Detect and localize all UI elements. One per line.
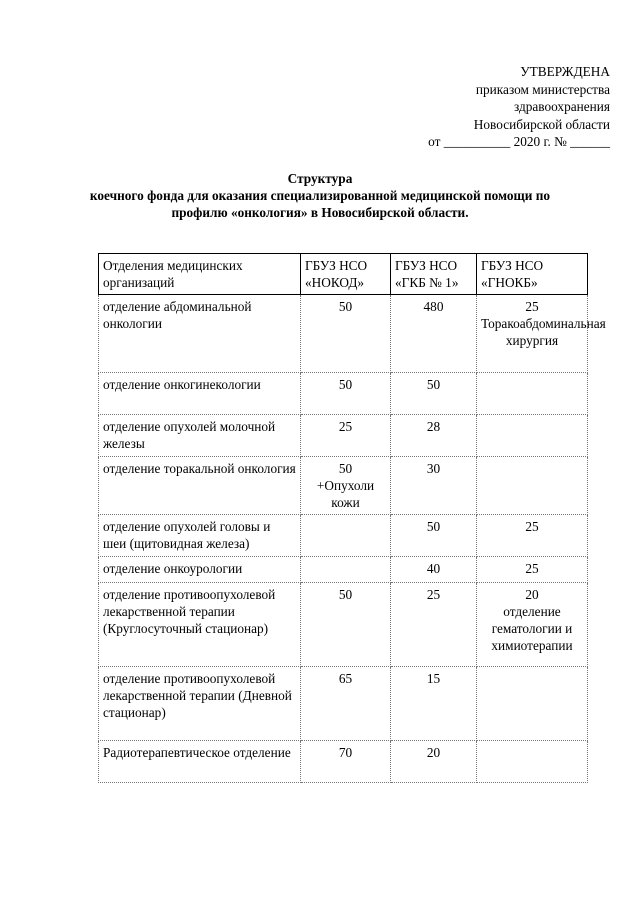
- approval-date-line: от __________ 2020 г. № ______: [428, 134, 610, 149]
- cell-gkb1-value: 50: [426, 519, 441, 534]
- table-row: [99, 515, 588, 557]
- table-row: [99, 295, 588, 373]
- cell-gkb1-value: 28: [426, 419, 441, 434]
- cell-gnokb-value: 25: [525, 561, 539, 576]
- cell-gkb1-value: 50: [426, 377, 441, 392]
- cell-gnokb-value: 25: [525, 519, 539, 534]
- cell-gkb1-value: 480: [423, 299, 444, 314]
- cell-department: [99, 415, 301, 457]
- cell-nokod-value: 50: [338, 587, 353, 602]
- title-line: коечного фонда для оказания специализированной медицинской помощи по: [89, 188, 551, 203]
- cell-nokod: [301, 295, 391, 373]
- cell-department: [99, 557, 301, 583]
- cell-nokod-value: 50: [338, 377, 353, 392]
- cell-department: [99, 457, 301, 515]
- cell-department-value: отделение онкоурологии: [103, 561, 243, 576]
- document-title: [60, 170, 580, 221]
- cell-department-value: отделение абдоминальной онкологии: [103, 299, 252, 331]
- cell-gnokb-note: Торакоабдоминальная хирургия: [481, 316, 606, 348]
- cell-gkb1: [391, 583, 477, 667]
- approval-block: [310, 63, 610, 151]
- cell-gkb1: [391, 667, 477, 741]
- cell-gnokb: [477, 457, 588, 515]
- title-line: Структура: [287, 171, 353, 186]
- cell-gkb1: [391, 415, 477, 457]
- cell-gnokb: [477, 515, 588, 557]
- header-gkb1: ГБУЗ НСО «ГКБ № 1»: [391, 254, 477, 295]
- cell-gnokb-note: отделение гематологии и химиотерапии: [491, 604, 573, 653]
- table-row: [99, 457, 588, 515]
- cell-department-value: отделение торакальной онкология: [103, 461, 296, 476]
- table-row: [99, 667, 588, 741]
- table-row: [99, 415, 588, 457]
- cell-department: [99, 667, 301, 741]
- cell-department: [99, 741, 301, 783]
- cell-gkb1: [391, 741, 477, 783]
- header-nokod: ГБУЗ НСО «НОКОД»: [301, 254, 391, 295]
- approval-line: приказом министерства: [475, 81, 610, 97]
- cell-nokod: [301, 415, 391, 457]
- cell-gnokb: [477, 741, 588, 783]
- cell-department-value: отделение опухолей головы и шеи (щитовидная железа): [103, 519, 271, 551]
- table-row: [99, 373, 588, 415]
- approval-heading: УТВЕРЖДЕНА: [520, 64, 610, 79]
- cell-gnokb-value: 25: [525, 299, 539, 314]
- table-row: [99, 741, 588, 783]
- cell-gkb1-value: 40: [426, 561, 441, 576]
- table-row: [99, 557, 588, 583]
- cell-nokod: [301, 515, 391, 557]
- cell-nokod: [301, 373, 391, 415]
- cell-gkb1-value: 30: [426, 461, 441, 476]
- cell-gkb1-value: 15: [426, 671, 441, 686]
- cell-gnokb: [477, 557, 588, 583]
- cell-nokod-value: 50: [338, 299, 353, 314]
- cell-gkb1-value: 20: [426, 745, 441, 760]
- cell-nokod-value: 70: [338, 745, 353, 760]
- cell-nokod: [301, 557, 391, 583]
- approval-line: Новосибирской области: [473, 116, 610, 132]
- cell-nokod-value: 65: [338, 671, 353, 686]
- table-row: [99, 583, 588, 667]
- cell-nokod: [301, 583, 391, 667]
- cell-gkb1: [391, 457, 477, 515]
- cell-department-value: Радиотерапевтическое отделение: [103, 745, 291, 760]
- cell-department: [99, 373, 301, 415]
- bed-structure-table: [98, 253, 606, 783]
- cell-nokod-value: 50: [338, 461, 353, 476]
- cell-gnokb-value: 20: [525, 587, 539, 602]
- table-body: [99, 295, 606, 783]
- cell-department-value: отделение онкогинекологии: [103, 377, 261, 392]
- cell-nokod: [301, 457, 391, 515]
- title-line: профилю «онкология» в Новосибирской области.: [171, 205, 469, 220]
- header-gnokb: ГБУЗ НСО «ГНОКБ»: [477, 254, 588, 295]
- cell-gnokb: [477, 667, 588, 741]
- cell-gkb1-value: 25: [426, 587, 441, 602]
- cell-department-value: отделение опухолей молочной железы: [103, 419, 276, 451]
- cell-gkb1: [391, 515, 477, 557]
- cell-gnokb: [477, 583, 588, 667]
- cell-gkb1: [391, 295, 477, 373]
- cell-nokod-note: +Опухоли кожи: [316, 478, 375, 510]
- cell-nokod: [301, 741, 391, 783]
- cell-gnokb: [477, 373, 588, 415]
- cell-department-value: отделение противоопухолевой лекарственной терапии (Круглосуточный стационар): [103, 587, 276, 636]
- table-header-row: [99, 254, 588, 295]
- cell-nokod: [301, 667, 391, 741]
- cell-gkb1: [391, 557, 477, 583]
- cell-gnokb: [477, 295, 606, 373]
- cell-department: [99, 295, 301, 373]
- cell-department-value: отделение противоопухолевой лекарственной терапии (Дневной стационар): [103, 671, 292, 720]
- header-departments: Отделения медицинских организаций: [99, 254, 301, 295]
- cell-gkb1: [391, 373, 477, 415]
- cell-department: [99, 515, 301, 557]
- approval-line: здравоохранения: [513, 99, 610, 114]
- cell-department: [99, 583, 301, 667]
- cell-gnokb: [477, 415, 588, 457]
- cell-nokod-value: 25: [338, 419, 353, 434]
